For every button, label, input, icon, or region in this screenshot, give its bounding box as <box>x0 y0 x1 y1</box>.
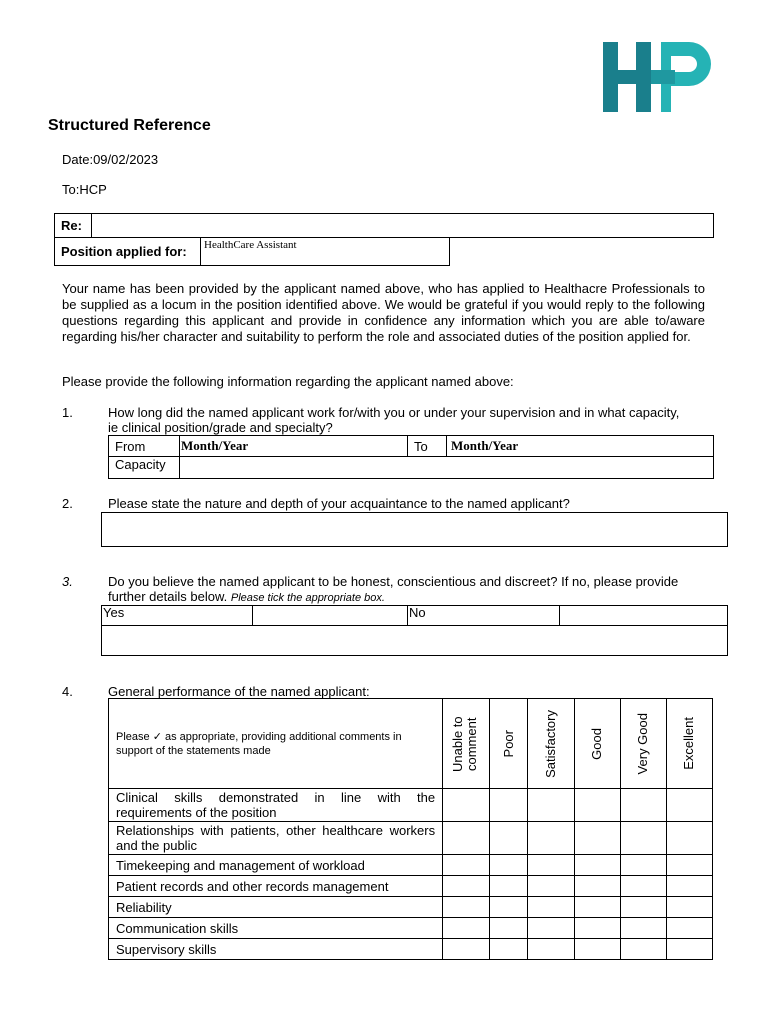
rating-cell[interactable] <box>443 855 490 876</box>
provide-line: Please provide the following information regarding the applicant named above: <box>62 374 514 389</box>
rating-cell[interactable] <box>666 822 712 855</box>
document-title: Structured Reference <box>48 117 211 134</box>
rating-cell[interactable] <box>666 939 712 960</box>
rating-cell[interactable] <box>620 939 666 960</box>
table-row <box>109 918 713 939</box>
q4-number: 4. <box>62 684 73 699</box>
row-label: Supervisory skills <box>109 939 443 960</box>
date-line: Date:09/02/2023 <box>62 152 159 167</box>
intro-paragraph: Your name has been provided by the applicant named above, who has applied to Healthacre Professionals to be supplied as a locum in the position identified above. We would be grateful if you would reply to the following questions regarding this applicant and provide in confidence any information which you are able to/aware regarding his/her character and suitability to perform the role and associated duties of the position applied for. <box>62 281 705 344</box>
to-label: To <box>408 436 447 457</box>
q2-number: 2. <box>62 496 73 511</box>
no-checkbox[interactable] <box>560 606 728 626</box>
rating-cell[interactable] <box>574 822 620 855</box>
rating-cell[interactable] <box>620 822 666 855</box>
rating-cell[interactable] <box>490 918 528 939</box>
rating-cell[interactable] <box>490 939 528 960</box>
rating-cell[interactable] <box>443 939 490 960</box>
performance-instruction: Please ✓ as appropriate, providing additional comments in support of the statements made <box>109 699 443 789</box>
position-label: Position applied for: <box>55 238 201 266</box>
row-label: Timekeeping and management of workload <box>109 855 443 876</box>
no-label: No <box>408 606 560 626</box>
performance-table <box>108 698 713 960</box>
yes-checkbox[interactable] <box>253 606 408 626</box>
col-satisfactory: Satisfactory <box>542 709 558 778</box>
col-good: Good <box>589 727 605 760</box>
rating-cell[interactable] <box>620 789 666 822</box>
to-field[interactable]: Month/Year <box>447 436 714 457</box>
table-row <box>109 855 713 876</box>
row-label: Patient records and other records management <box>109 876 443 897</box>
col-poor: Poor <box>500 729 516 758</box>
rating-cell[interactable] <box>666 876 712 897</box>
rating-cell[interactable] <box>574 876 620 897</box>
table-row <box>109 822 713 855</box>
row-label: Relationships with patients, other healthcare workers and the public <box>109 822 443 855</box>
re-field[interactable] <box>92 214 714 238</box>
row-label: Clinical skills demonstrated in line with the requirements of the position <box>109 789 443 822</box>
rating-cell[interactable] <box>666 897 712 918</box>
from-field[interactable]: Month/Year <box>180 436 408 457</box>
position-table <box>54 237 450 266</box>
rating-cell[interactable] <box>574 855 620 876</box>
rating-cell[interactable] <box>528 897 574 918</box>
q1-number: 1. <box>62 405 73 420</box>
rating-cell[interactable] <box>574 918 620 939</box>
q2-text: Please state the nature and depth of your acquaintance to the named applicant? <box>108 496 570 511</box>
q2-table <box>101 512 728 547</box>
rating-cell[interactable] <box>666 855 712 876</box>
rating-cell[interactable] <box>620 855 666 876</box>
q1-text: How long did the named applicant work for/with you or under your supervision and in what capacity, ie clinical position/grade and specialty? <box>108 405 680 435</box>
rating-cell[interactable] <box>666 918 712 939</box>
q4-text: General performance of the named applicant: <box>108 684 370 699</box>
table-row <box>109 789 713 822</box>
rating-cell[interactable] <box>574 939 620 960</box>
rating-cell[interactable] <box>443 897 490 918</box>
col-excellent: Excellent <box>681 717 697 770</box>
table-row <box>109 876 713 897</box>
q3-text <box>108 574 698 606</box>
re-label: Re: <box>55 214 92 238</box>
rating-cell[interactable] <box>666 789 712 822</box>
row-label: Reliability <box>109 897 443 918</box>
position-field[interactable]: HealthCare Assistant <box>201 238 450 266</box>
rating-cell[interactable] <box>528 918 574 939</box>
rating-cell[interactable] <box>620 876 666 897</box>
col-very-good: Very Good <box>635 712 651 775</box>
rating-cell[interactable] <box>490 822 528 855</box>
q3-details-field[interactable] <box>102 626 728 656</box>
q3-hint: Please tick the appropriate box. <box>230 592 385 604</box>
rating-cell[interactable] <box>528 876 574 897</box>
rating-cell[interactable] <box>490 897 528 918</box>
yes-label: Yes <box>102 606 253 626</box>
row-label: Communication skills <box>109 918 443 939</box>
rating-cell[interactable] <box>528 855 574 876</box>
rating-cell[interactable] <box>490 789 528 822</box>
rating-cell[interactable] <box>443 918 490 939</box>
q3-question: Do you believe the named applicant to be honest, conscientious and discreet? If no, please provide further details below. <box>108 574 679 604</box>
hcp-logo <box>603 42 721 112</box>
rating-cell[interactable] <box>620 897 666 918</box>
rating-cell[interactable] <box>443 876 490 897</box>
rating-cell[interactable] <box>490 855 528 876</box>
re-table <box>54 213 714 238</box>
q3-table <box>101 605 728 656</box>
to-line: To:HCP <box>62 182 107 197</box>
capacity-field[interactable] <box>180 457 714 479</box>
rating-cell[interactable] <box>574 897 620 918</box>
table-row <box>109 939 713 960</box>
col-unable-to-comment: Unable to comment <box>450 715 480 772</box>
rating-cell[interactable] <box>574 789 620 822</box>
from-label: From <box>109 436 180 457</box>
rating-cell[interactable] <box>528 939 574 960</box>
rating-cell[interactable] <box>443 789 490 822</box>
rating-cell[interactable] <box>528 789 574 822</box>
q3-number: 3. <box>62 574 73 589</box>
rating-cell[interactable] <box>443 822 490 855</box>
q2-answer-field[interactable] <box>102 513 728 547</box>
table-row <box>109 897 713 918</box>
rating-cell[interactable] <box>620 918 666 939</box>
capacity-label: Capacity <box>109 457 180 479</box>
q1-table <box>108 435 714 479</box>
rating-cell[interactable] <box>490 876 528 897</box>
rating-cell[interactable] <box>528 822 574 855</box>
